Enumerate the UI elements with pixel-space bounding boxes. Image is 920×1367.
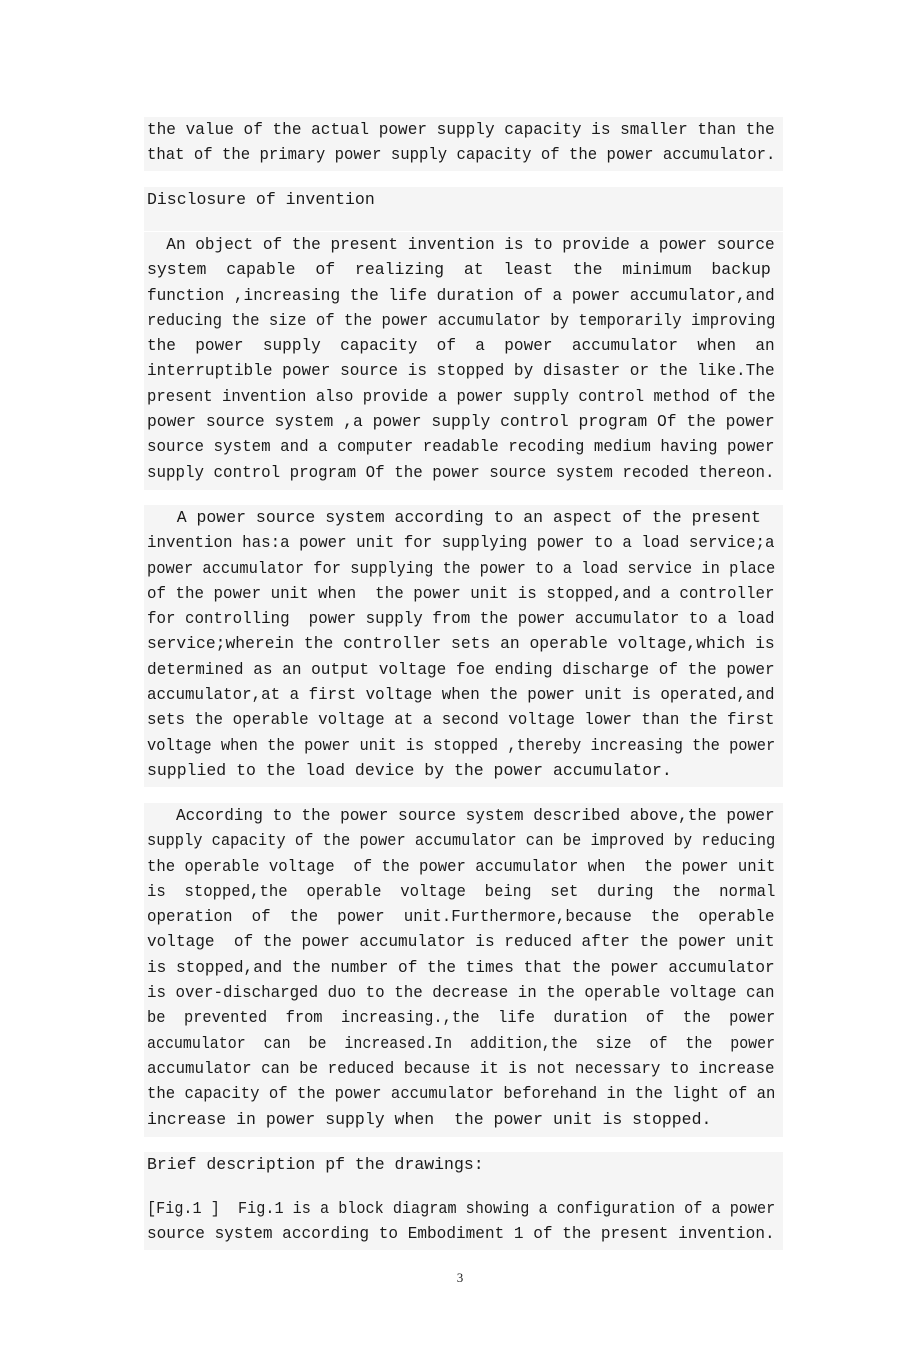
heading-text: Brief description pf the drawings: — [147, 1155, 484, 1174]
text-line: A power source system according to an aspect of the present — [147, 508, 761, 527]
continuation-text — [144, 117, 783, 171]
paragraph-object — [144, 232, 783, 490]
figure-description — [144, 1196, 783, 1250]
text-line: accumulator can be reduced because it is not necessary to increase — [147, 1058, 775, 1078]
text-line: function ,increasing the life duration of a power accumulator,and — [147, 285, 775, 305]
paragraph-aspect — [144, 505, 783, 787]
heading-text: Disclosure of invention — [147, 190, 375, 209]
section-heading-disclosure — [144, 187, 783, 231]
text-line: of the power unit when the power unit is stopped,and a controller — [147, 583, 775, 603]
text-line: is over-discharged duo to the decrease in the operable voltage can — [147, 983, 775, 1003]
text-line: the value of the actual power supply capacity is smaller than the — [147, 120, 775, 139]
text-line: determined as an output voltage foe ending discharge of the power — [147, 659, 775, 679]
text-line: the operable voltage of the power accumulator when the power unit — [147, 856, 776, 876]
text-line: operation of the power unit.Furthermore,because the operable — [147, 907, 775, 927]
text-line: accumulator,at a first voltage when the power unit is operated,and — [147, 685, 775, 705]
text-line: source system and a computer readable recoding medium having power — [147, 437, 775, 457]
text-line: supply control program Of the power source system recoded thereon. — [147, 462, 775, 482]
text-line: be prevented from increasing.,the life duration of the power — [147, 1008, 776, 1028]
text-line: voltage of the power accumulator is reduced after the power unit — [147, 932, 775, 952]
paragraph-description — [144, 803, 783, 1137]
text-line: is stopped,and the number of the times that the power accumulator — [147, 957, 775, 977]
text-line: power accumulator for supplying the power to a load service in place — [147, 558, 776, 578]
text-line: source system according to Embodiment 1 of the present invention. — [147, 1224, 775, 1244]
text-line: According to the power source system described above,the power — [147, 806, 775, 825]
text-line: service;wherein the controller sets an operable voltage,which is — [147, 634, 775, 654]
text-line: invention has:a power unit for supplying power to a load service;a — [147, 533, 775, 553]
text-line: power source system ,a power supply control program Of the power — [147, 412, 775, 432]
text-line: increase in power supply when the power unit is stopped. — [147, 1109, 712, 1129]
text-line: accumulator can be increased.In addition,the size of the power — [147, 1033, 776, 1053]
text-line: the capacity of the power accumulator beforehand in the light of an — [147, 1084, 776, 1104]
text-line: the power supply capacity of a power accumulator when an — [147, 336, 775, 356]
text-line: [Fig.1 ] Fig.1 is a block diagram showing a configuration of a power — [147, 1199, 776, 1218]
text-line: for controlling power supply from the power accumulator to a load — [147, 609, 775, 629]
text-line: An object of the present invention is to provide a power source — [147, 235, 775, 254]
text-line: system capable of realizing at least the minimum backup — [147, 260, 771, 280]
text-line: supply capacity of the power accumulator can be improved by reducing — [147, 831, 776, 851]
text-line: present invention also provide a power supply control method of the — [147, 386, 776, 406]
page-number: 3 — [456, 1270, 464, 1285]
text-line: interruptible power source is stopped by disaster or the like.The — [147, 361, 775, 381]
section-heading-drawings — [144, 1152, 783, 1196]
text-line: supplied to the load device by the power accumulator. — [147, 760, 672, 780]
text-line: that of the primary power supply capacity of the power accumulator. — [147, 145, 776, 165]
text-line: sets the operable voltage at a second voltage lower than the first — [147, 710, 775, 730]
text-line: is stopped,the operable voltage being set during the normal — [147, 881, 776, 901]
text-line: voltage when the power unit is stopped ,thereby increasing the power — [147, 735, 776, 755]
text-line: reducing the size of the power accumulator by temporarily improving — [147, 310, 776, 330]
